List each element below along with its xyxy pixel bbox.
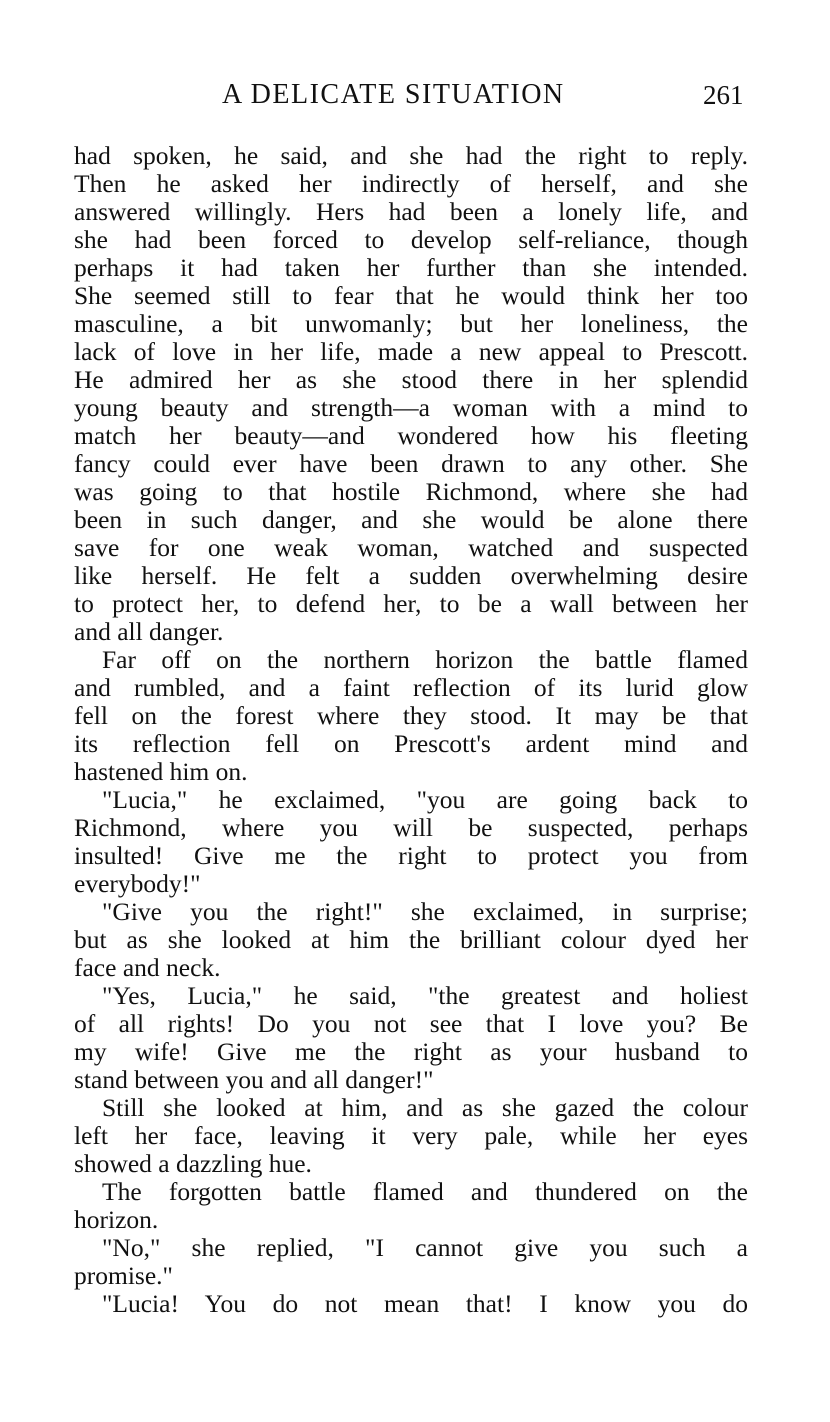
- text-line: to protect her, to defend her, to be a wall between her: [74, 590, 748, 618]
- text-line: been in such danger, and she would be alone there: [74, 506, 748, 534]
- text-line: and rumbled, and a faint reflection of its lurid glow: [74, 674, 748, 702]
- text-line: but as she looked at him the brilliant colour dyed her: [74, 926, 748, 954]
- page-number: 261: [703, 80, 744, 110]
- text-line: "Lucia! You do not mean that! I know you do: [102, 1290, 748, 1318]
- text-line: was going to that hostile Richmond, where she had: [74, 478, 748, 506]
- text-line: left her face, leaving it very pale, while her eyes: [74, 1122, 748, 1150]
- text-line: young beauty and strength—a woman with a mind to: [74, 394, 748, 422]
- text-line: masculine, a bit unwomanly; but her loneliness, the: [74, 310, 748, 338]
- text-line: "Lucia," he exclaimed, "you are going back to: [102, 786, 748, 814]
- text-line: "Yes, Lucia," he said, "the greatest and holiest: [102, 982, 748, 1010]
- text-line: Richmond, where you will be suspected, perhaps: [74, 814, 748, 842]
- text-line: fancy could ever have been drawn to any other. She: [74, 450, 748, 478]
- text-line: insulted! Give me the right to protect you from: [74, 842, 748, 870]
- text-line: The forgotten battle flamed and thundered on the: [102, 1178, 748, 1206]
- text-line: Far off on the northern horizon the battle flamed: [102, 646, 748, 674]
- text-line: match her beauty—and wondered how his fleeting: [74, 422, 748, 450]
- text-line: hastened him on.: [74, 758, 248, 786]
- text-line: my wife! Give me the right as your husband to: [74, 1038, 748, 1066]
- body-text: [74, 142, 748, 1318]
- text-line: everybody!": [74, 870, 201, 898]
- text-line: Still she looked at him, and as she gazed the colour: [102, 1094, 748, 1122]
- text-line: she had been forced to develop self-reliance, though: [74, 226, 748, 254]
- text-line: face and neck.: [74, 954, 221, 982]
- text-line: answered willingly. Hers had been a lonely life, and: [74, 198, 748, 226]
- text-line: and all danger.: [74, 618, 224, 646]
- text-line: horizon.: [74, 1206, 159, 1234]
- text-line: had spoken, he said, and she had the right to reply.: [74, 142, 748, 170]
- text-line: like herself. He felt a sudden overwhelming desire: [74, 562, 748, 590]
- text-line: fell on the forest where they stood. It may be that: [74, 702, 748, 730]
- text-line: He admired her as she stood there in her splendid: [74, 366, 748, 394]
- text-line: stand between you and all danger!": [74, 1066, 434, 1094]
- text-line: promise.": [74, 1262, 173, 1290]
- text-line: its reflection fell on Prescott's ardent mind and: [74, 730, 748, 758]
- running-head: [0, 78, 830, 112]
- text-line: perhaps it had taken her further than she intended.: [74, 254, 748, 282]
- text-line: showed a dazzling hue.: [74, 1150, 312, 1178]
- text-line: "Give you the right!" she exclaimed, in surprise;: [102, 898, 748, 926]
- text-line: save for one weak woman, watched and suspected: [74, 534, 748, 562]
- text-line: Then he asked her indirectly of herself, and she: [74, 170, 748, 198]
- text-line: of all rights! Do you not see that I love you? Be: [74, 1010, 748, 1038]
- text-line: lack of love in her life, made a new appeal to Prescott.: [74, 338, 748, 366]
- chapter-title: A DELICATE SITUATION: [222, 79, 565, 110]
- text-line: She seemed still to fear that he would think her too: [74, 282, 748, 310]
- text-line: "No," she replied, "I cannot give you such a: [102, 1234, 748, 1262]
